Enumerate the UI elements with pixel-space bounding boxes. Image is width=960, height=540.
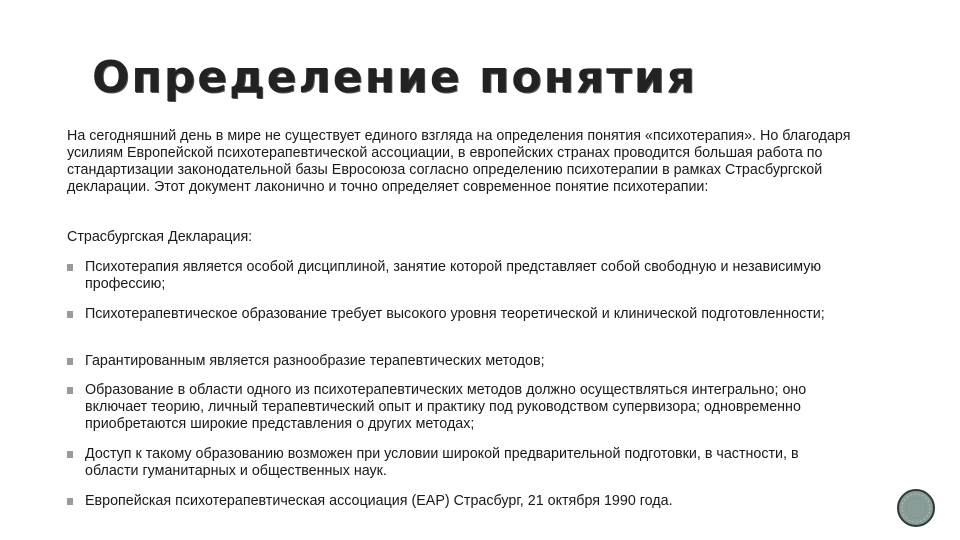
button-texture-icon <box>899 491 933 525</box>
list-item-text: Психотерапия является особой дисциплиной, занятие которой представляет собой свободную и независимую профессию; <box>85 259 822 292</box>
intro-paragraph: На сегодняшний день в мире не существует единого взгляда на определения понятия «психотерапия». Но благодаря усилиям Европейской психотерапевтической ассоциации, в европейских странах проводится большая работа по стандартизации законодательной базы Евросоюза согласно определению психотерапии в рамках Страсбургской декларации. Этот документ лаконично и точно определяет современное понятие психотерапии: <box>67 128 851 195</box>
declaration-heading: Страсбургская Декларация: <box>67 229 253 245</box>
list-item <box>67 259 827 293</box>
list-item-text: Психотерапевтическое образование требует высокого уровня теоретической и клинической подготовленности; <box>85 306 825 322</box>
square-bullet-icon <box>67 264 73 271</box>
list-item-text: Европейская психотерапевтическая ассоциация (ЕАР) Страсбург, 21 октября 1990 года. <box>85 493 673 509</box>
square-bullet-icon <box>67 311 73 318</box>
square-bullet-icon <box>67 358 73 365</box>
list-item <box>67 382 827 433</box>
circle-nav-button-icon[interactable] <box>897 489 935 527</box>
square-bullet-icon <box>67 451 73 458</box>
square-bullet-icon <box>67 498 73 505</box>
square-bullet-icon <box>67 387 73 394</box>
list-item-text: Гарантированным является разнообразие терапевтических методов; <box>85 353 545 369</box>
list-item <box>67 446 827 480</box>
list-item <box>67 493 827 510</box>
list-item-text: Доступ к такому образованию возможен при условии широкой предварительной подготовки, в частности, в области гуманитарных и общественных наук. <box>85 446 799 479</box>
list-item <box>67 306 827 323</box>
list-item-text: Образование в области одного из психотерапевтических методов должно осуществляться интегрально; оно включает теорию, личный терапевтический опыт и практику под руководством супервизора; одновременно приобретаются широкие представления о других методах; <box>85 382 807 432</box>
page-title: Определение понятия <box>92 52 697 103</box>
list-item <box>67 353 827 370</box>
